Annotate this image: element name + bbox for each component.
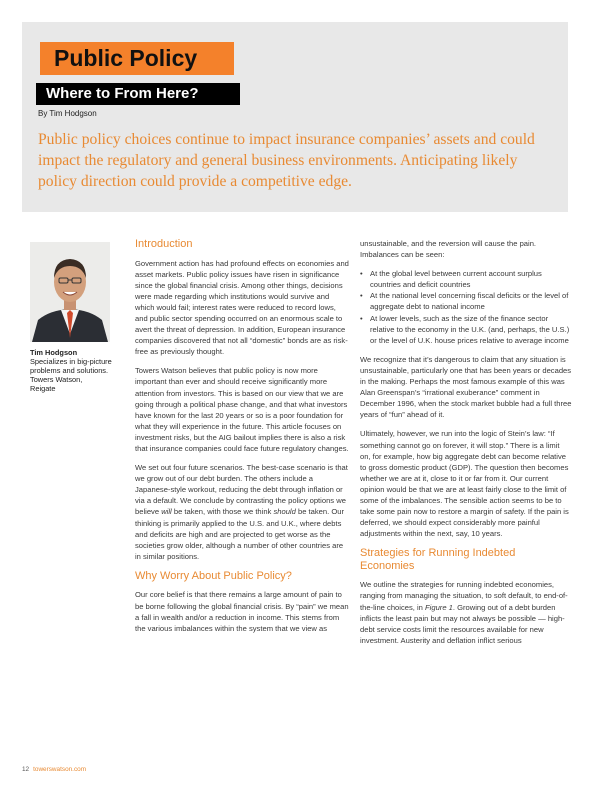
author-description: Specializes in big-picture problems and solutions.	[30, 356, 112, 375]
paragraph: Our core belief is that there remains a large amount of pain to be borne following the global financial crisis. By “pain” we mean a fall in wealth and/or a reduction in income. This stems from the various imbalances within the system that we view as	[135, 590, 349, 633]
paragraph: unsustainable, and the reversion will cause the pain. Imbalances can be seen:	[360, 239, 537, 260]
footer-website: towerswatson.com	[33, 766, 87, 773]
paragraph: We outline the strategies for running indebted economies, ranging from managing the situation, to soft default, to end-of-the-line choices, in Figure 1. Growing out of a debt burden inflicts the least pain but may not always be possible — high-debt service costs limit the resources available for new investment. Austerity and deflation inflict serious	[360, 580, 568, 645]
list-item: • At the national level concerning fiscal deficits or the level of aggregate debt to national income	[360, 290, 572, 312]
page-number: 12	[22, 766, 30, 773]
paragraph: Government action has had profound effects on economies and asset markets. Public policy issues have risen in significance since the global financial crisis. Among other things, decisions were made regarding which institutions would survive and which would fail; interest rates were reduced to record lows, and public sector spending occurred on an enormous scale to avert the threat of depression. In addition, European insurance companies discovered that not all “domestic” bonds are as risk-free as previously thought.	[135, 258, 349, 357]
paragraph: We recognize that it’s dangerous to claim that any situation is unsustainable, particularly one that has been years or decades in the making. Perhaps the most famous example of this was Alan Greenspan’s “irrational exuberance” comment in December 1996, when the stock market bubble had a full three years of “fun” ahead of it.	[360, 354, 572, 420]
paragraph: Ultimately, however, we run into the logic of Stein’s law: “If something cannot go on forever, it will stop.” There is a limit on, for example, how big aggregate debt can become relative to gross domestic product (GDP). The question then becomes whether we are at it, close to it or far from it. Our current opinion would be that we are at least fairly close to the limit of some of the imbalances. The sensible action seems to be to take some pain now to restore a margin of safety. If the pain is deferred, we should expect considerably more painful adjustments within the next, say, 10 years.	[360, 429, 569, 539]
list-item: • At lower levels, such as the size of the finance sector relative to the economy in the U.K. (and, perhaps, the U.S.) or the level of U.K. house prices relative to average income	[360, 313, 572, 346]
article-title: Where to From Here?	[36, 83, 240, 105]
column-left	[135, 238, 350, 642]
author-photo	[30, 242, 110, 342]
byline: By Tim Hodgson	[38, 109, 97, 118]
column-right	[360, 238, 572, 654]
heading-why-worry: Why Worry About Public Policy?	[135, 569, 292, 582]
paragraph: We set out four future scenarios. The best-case scenario is that we grow out of our debt burden. The others include a Japanese-style workout, reducing the debt through inflation or via a default. We conclude by contrasting the policy options we believe will be taken, with those we think should be taken. Our thinking is primarily applied to the U.S. and U.K., where debts and deficits are high and are projected to get worse as the societies grow older, although a number of other countries are in similar positions.	[135, 463, 348, 561]
author-organization: Towers Watson,	[30, 374, 83, 384]
page-footer	[22, 766, 86, 773]
lede: Public policy choices continue to impact insurance companies’ assets and could impact the regulatory and general business environments. Anticipating likely policy direction could provide a competitive edge.	[38, 131, 535, 190]
paragraph: Towers Watson believes that public policy is now more important than ever and should receive significantly more attention from investors. This is based on our view that we are going through a political phase change, and that what investors have known for the last 20 years or so is a poor foundation for what they will experience in the future. This article focuses on investment risks, but the AIG bailout implies there is also a risk that insurance companies could face future regulatory changes.	[135, 366, 349, 453]
author-name: Tim Hodgson	[30, 348, 78, 357]
author-location: Reigate	[30, 383, 56, 393]
imbalances-list	[360, 268, 572, 346]
heading-introduction: Introduction	[135, 238, 193, 250]
section-title: Public Policy	[40, 42, 234, 75]
author-portrait-illustration	[30, 242, 110, 342]
heading-strategies: Strategies for Running Indebted Economies	[360, 547, 516, 572]
list-item: • At the global level between current account surplus countries and deficit countries	[360, 268, 572, 290]
author-caption	[30, 349, 118, 394]
